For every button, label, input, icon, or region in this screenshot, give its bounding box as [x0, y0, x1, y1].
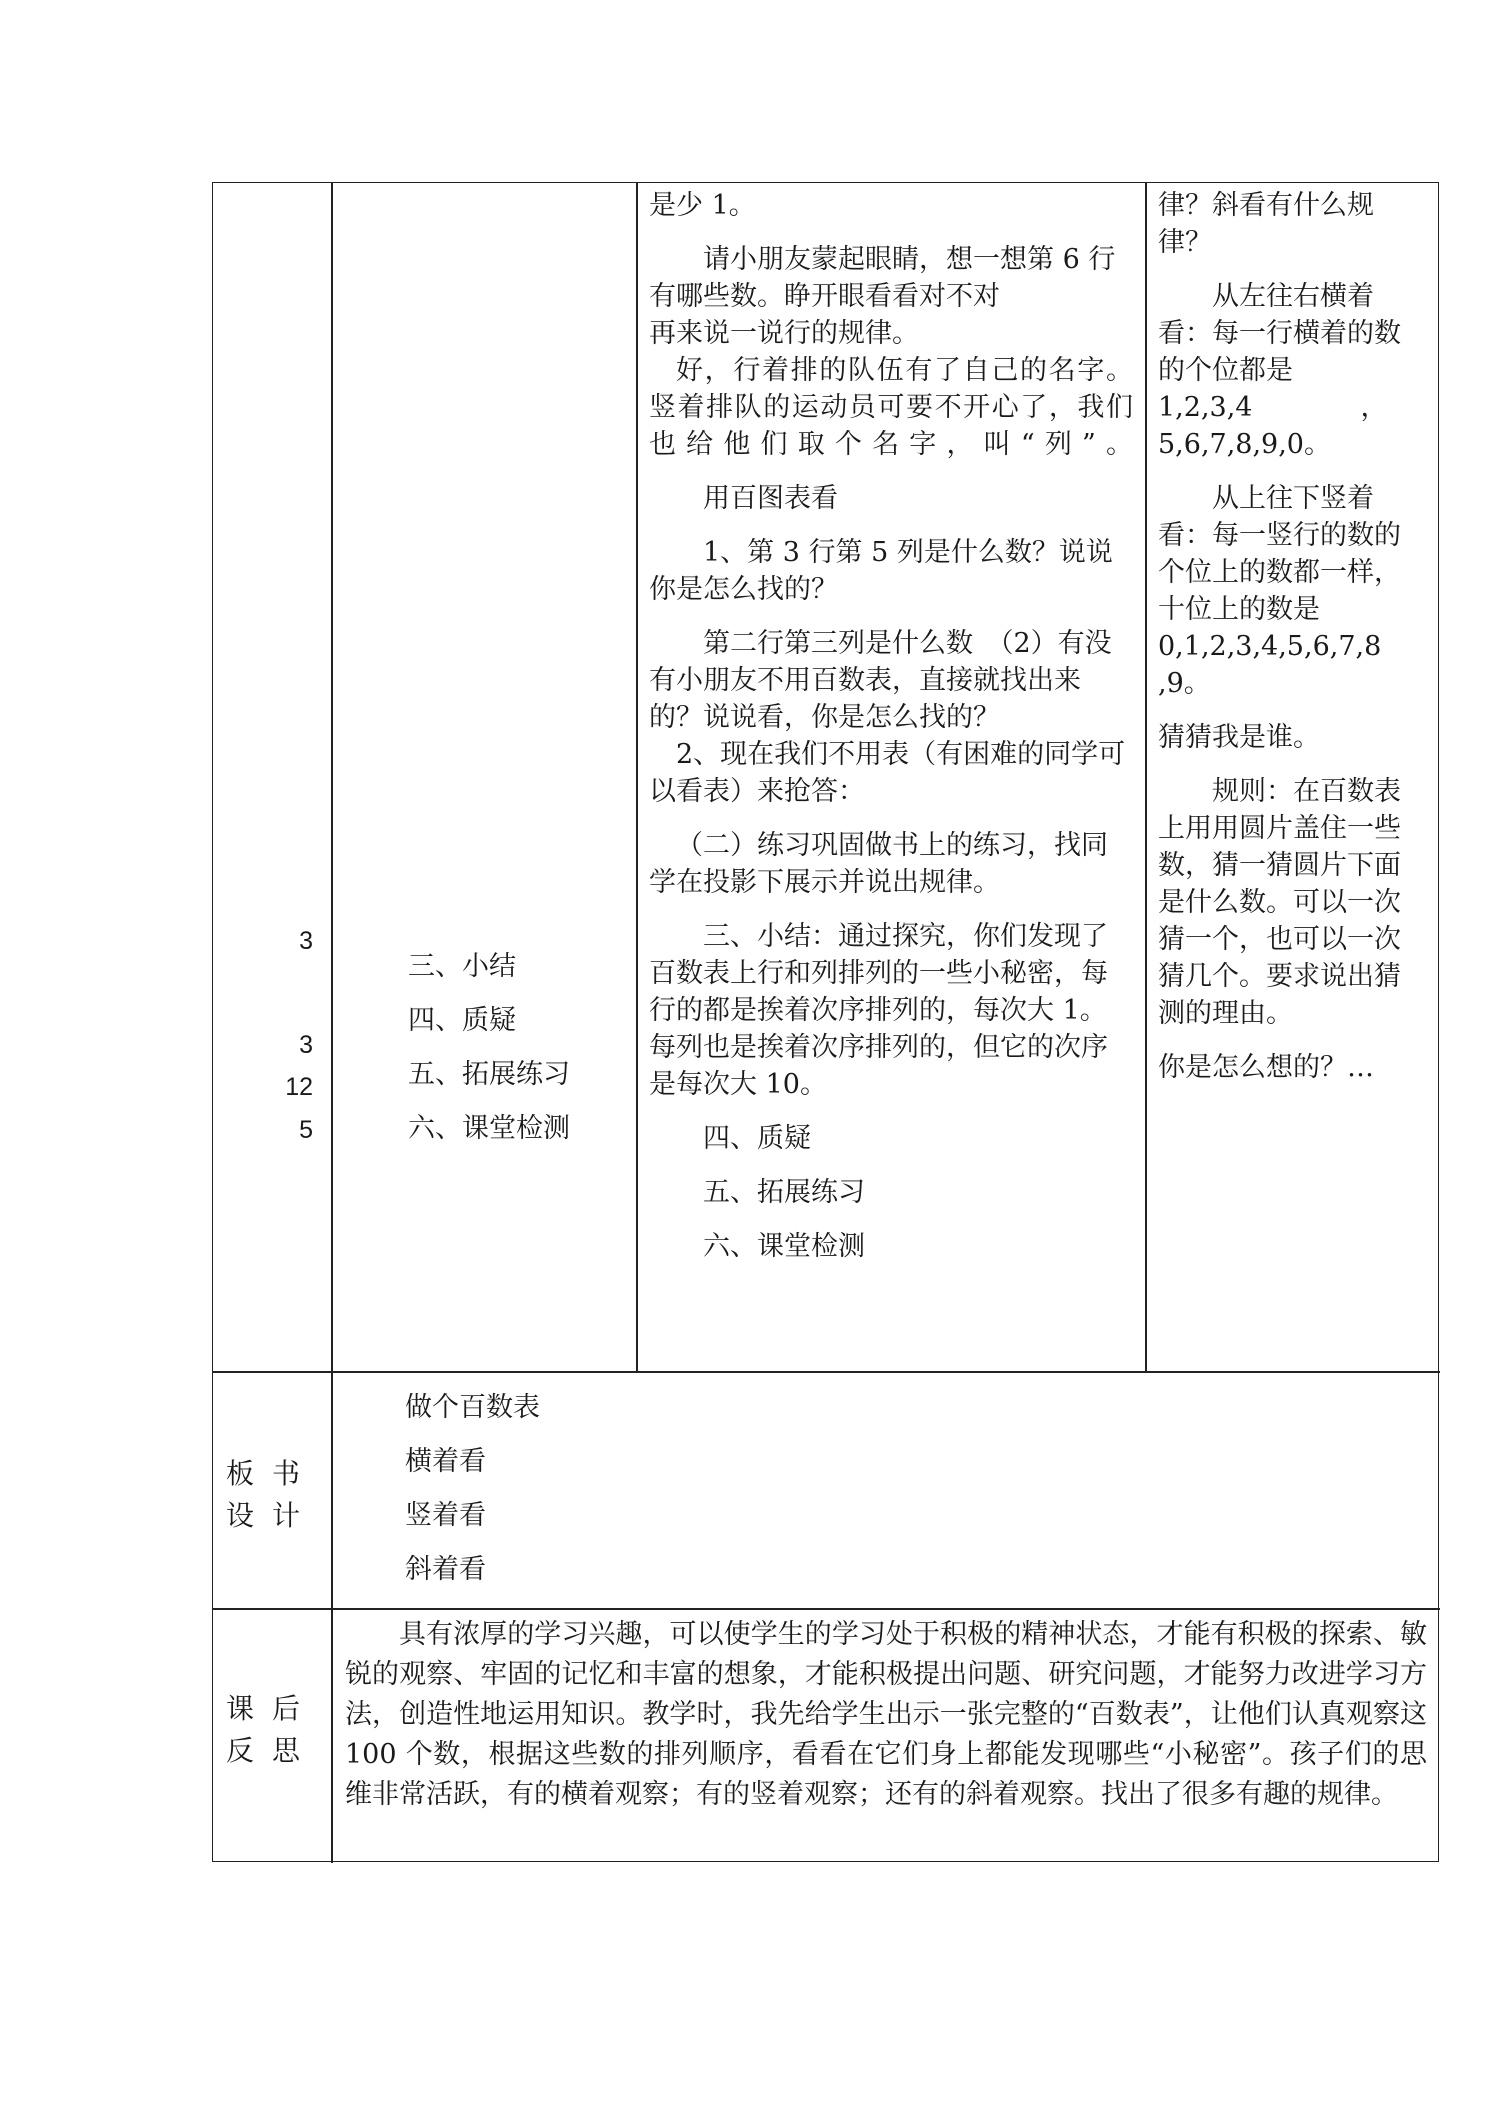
table-divider: [213, 1371, 1440, 1373]
teaching-process-column: [649, 187, 1133, 1282]
paragraph: 从上往下竖着看：每一竖行的数的个位上的数都一样，十位上的数是 0,1,2,3,4,5,6,7,8 ,9。: [1158, 483, 1401, 699]
table-divider: [636, 183, 638, 1371]
list-item: 六、课堂检测: [408, 1113, 570, 1144]
reflection-content: [345, 1615, 1427, 1815]
list-item: 四、质疑: [408, 1005, 516, 1036]
time-value: 3: [299, 1031, 313, 1059]
paragraph: 第二行第三列是什么数 （2）有没有小朋友不用百数表，直接就找出来的？说说看，你是怎么找的？: [649, 628, 1112, 733]
board-design-label: [213, 1453, 331, 1537]
steps-column: [408, 948, 623, 1164]
paragraph: 2、现在我们不用表（有困难的同学可以看表）来抢答：: [649, 739, 1126, 807]
paragraph: （二）练习巩固做书上的练习，找同学在投影下展示并说出规律。: [649, 830, 1108, 898]
paragraph: 规则：在百数表上用用圆片盖住一些数，猜一猜圆片下面是什么数。可以一次猜一个，也可以一次猜几个。要求说出猜测的理由。: [1158, 776, 1401, 1029]
paragraph: 用百图表看: [703, 483, 838, 514]
reflection-label: [213, 1688, 331, 1772]
paragraph: 律？斜看有什么规律？: [1158, 190, 1374, 258]
time-value: 12: [285, 1073, 313, 1101]
label-line: 设计: [225, 1499, 318, 1532]
list-item: 三、小结: [408, 951, 516, 982]
lesson-plan-table: [212, 182, 1439, 1862]
paragraph: 五、拓展练习: [703, 1177, 865, 1208]
paragraph: 你是怎么想的？…: [1158, 1052, 1374, 1083]
list-item: 做个百数表: [405, 1392, 540, 1423]
paragraph: 再来说一说行的规律。: [649, 318, 919, 349]
table-divider: [331, 183, 333, 1863]
paragraph: 四、质疑: [703, 1123, 811, 1154]
time-column: [213, 183, 313, 1371]
paragraph: 是少 1。: [649, 190, 756, 221]
paragraph: 三、小结：通过探究，你们发现了百数表上行和列排列的一些小秘密，每行的都是挨着次序排列的，每次大 1。每列也是挨着次序排列的，但它的次序是每次大 10。: [649, 921, 1108, 1100]
paragraph: 从左往右横着看：每一行横着的数的个位都是 1,2,3,4 ，5,6,7,8,9,0。: [1158, 281, 1401, 460]
student-activity-column: [1158, 187, 1426, 1103]
paragraph: 具有浓厚的学习兴趣，可以使学生的学习处于积极的精神状态，才能有积极的探索、敏锐的观察、牢固的记忆和丰富的想象，才能积极提出问题、研究问题，才能努力改进学习方法，创造性地运用知识。教学时，我先给学生出示一张完整的“百数表”，让他们认真观察这 100 个数，根据这些数的排列顺序，看看在它们身上都能发现哪些“小秘密”。孩子们的思维非常活跃，有的横着观察；有的竖着观察；还有的斜着观察。找出了很多有趣的规律。: [345, 1619, 1427, 1810]
time-value: 3: [299, 927, 313, 955]
board-design-content: [405, 1389, 1005, 1605]
label-line: 课后: [225, 1692, 318, 1725]
paragraph: 好，行着排的队伍有了自己的名字。竖着排队的运动员可要不开心了，我们也给他们取个名字，叫“列”。: [649, 355, 1133, 460]
table-divider: [213, 1608, 1440, 1610]
list-item: 横着看: [405, 1446, 486, 1477]
label-line: 板书: [225, 1457, 318, 1490]
list-item: 五、拓展练习: [408, 1059, 570, 1090]
paragraph: 猜猜我是谁。: [1158, 722, 1320, 753]
paragraph: 1、第 3 行第 5 列是什么数？说说你是怎么找的？: [649, 537, 1113, 605]
list-item: 斜着看: [405, 1554, 486, 1585]
time-value: 5: [299, 1116, 313, 1144]
paragraph: 六、课堂检测: [703, 1231, 865, 1262]
table-divider: [1145, 183, 1147, 1371]
label-line: 反思: [225, 1734, 318, 1767]
paragraph: 请小朋友蒙起眼睛，想一想第 6 行有哪些数。睁开眼看看对不对: [649, 244, 1116, 312]
list-item: 竖着看: [405, 1500, 486, 1531]
